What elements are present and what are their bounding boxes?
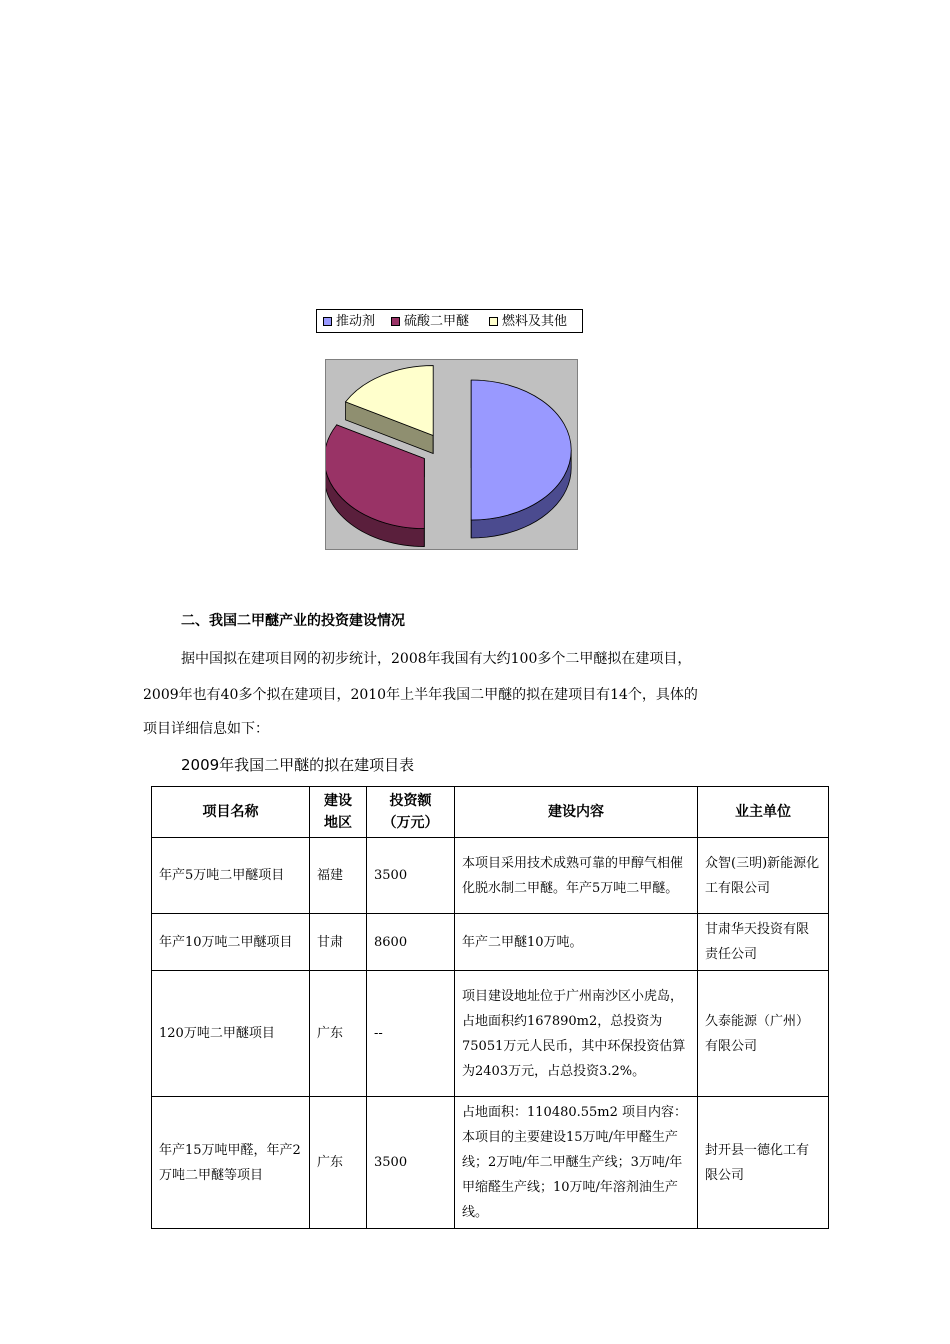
cell-content: 本项目采用技术成熟可靠的甲醇气相催化脱水制二甲醚。年产5万吨二甲醚。: [455, 838, 698, 914]
cell-content: 年产二甲醚10万吨。: [455, 914, 698, 971]
legend-label: 硫酸二甲醚: [404, 314, 470, 329]
legend-swatch-sulfate: [391, 317, 400, 326]
paragraph-line: 项目详细信息如下：: [143, 721, 269, 737]
cell-owner: 甘肃华天投资有限责任公司: [698, 914, 829, 971]
table-title: 2009年我国二甲醚的拟在建项目表: [181, 756, 415, 774]
legend-label: 燃料及其他: [502, 314, 568, 329]
cell-region: 广东: [310, 1097, 367, 1229]
cell-investment: 3500: [367, 1097, 455, 1229]
legend-swatch-fuel: [489, 317, 498, 326]
section-heading: 二、我国二甲醚产业的投资建设情况: [181, 613, 405, 629]
cell-investment: 8600: [367, 914, 455, 971]
pie-chart-plot-area: [325, 359, 578, 550]
cell-owner: 众智(三明)新能源化工有限公司: [698, 838, 829, 914]
cell-region: 福建: [310, 838, 367, 914]
cell-region: 广东: [310, 971, 367, 1097]
header-content: 建设内容: [455, 787, 698, 838]
legend-label: 推动剂: [336, 314, 376, 329]
header-region: 建设 地区: [310, 787, 367, 838]
cell-project-name: 120万吨二甲醚项目: [152, 971, 310, 1097]
cell-project-name: 年产5万吨二甲醚项目: [152, 838, 310, 914]
cell-investment: 3500: [367, 838, 455, 914]
cell-project-name: 年产10万吨二甲醚项目: [152, 914, 310, 971]
cell-project-name: 年产15万吨甲醛，年产2万吨二甲醚等项目: [152, 1097, 310, 1229]
pie-chart: [326, 360, 577, 549]
cell-region: 甘肃: [310, 914, 367, 971]
header-owner: 业主单位: [698, 787, 829, 838]
chart-legend: [316, 309, 583, 333]
cell-content: 项目建设地址位于广州南沙区小虎岛，占地面积约167890m2，总投资为75051万元人民币，其中环保投资估算为2403万元，占总投资3.2%。: [455, 971, 698, 1097]
table-row: [152, 971, 829, 1097]
legend-swatch-propellant: [323, 317, 332, 326]
table-row: [152, 838, 829, 914]
cell-content: 占地面积：110480.55m2 项目内容：本项目的主要建设15万吨/年甲醛生产线；2万吨/年二甲醚生产线；3万吨/年甲缩醛生产线；10万吨/年溶剂油生产线。: [455, 1097, 698, 1229]
header-investment: 投资额 （万元）: [367, 787, 455, 838]
table-header-row: [152, 787, 829, 838]
project-table: [151, 786, 829, 1229]
cell-owner: 久泰能源（广州）有限公司: [698, 971, 829, 1097]
header-project-name: 项目名称: [152, 787, 310, 838]
paragraph-line: 2009年也有40多个拟在建项目，2010年上半年我国二甲醚的拟在建项目有14个，具体的: [143, 687, 698, 703]
table-row: [152, 914, 829, 971]
cell-owner: 封开县一德化工有限公司: [698, 1097, 829, 1229]
paragraph-line: 据中国拟在建项目网的初步统计，2008年我国有大约100多个二甲醚拟在建项目，: [181, 651, 692, 667]
cell-investment: --: [367, 971, 455, 1097]
table-row: [152, 1097, 829, 1229]
